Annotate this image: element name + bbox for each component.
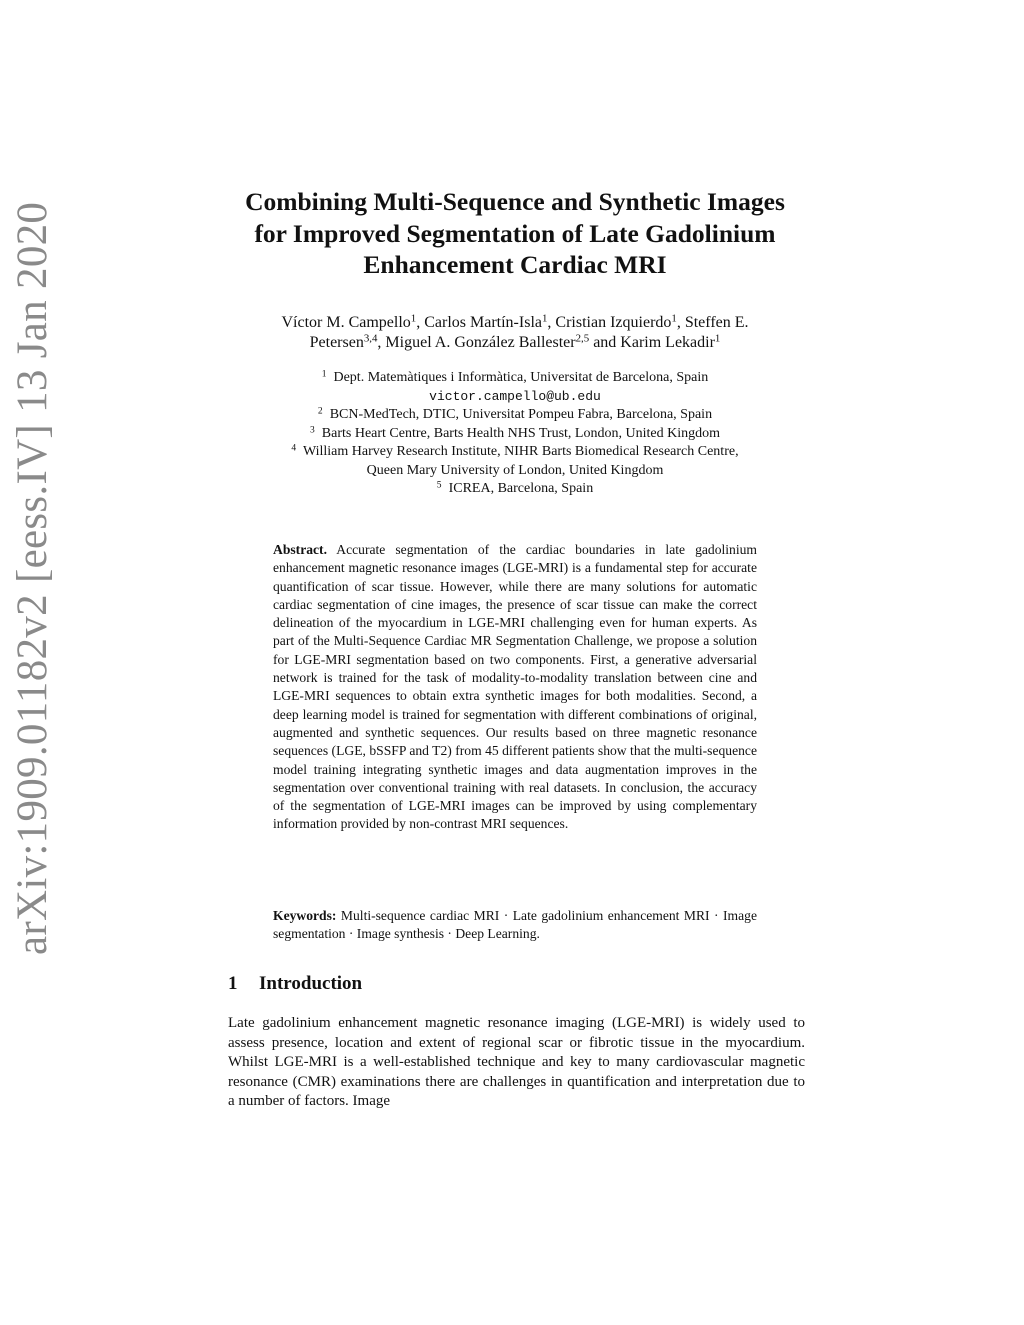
author-affiliation-mark: 1 (410, 312, 417, 325)
affiliation-number: 1 (321, 369, 327, 380)
affiliation-4-continued (200, 462, 830, 481)
author-affiliation-mark: 1 (671, 312, 677, 325)
author-name: Petersen (309, 334, 364, 351)
affiliation-1 (200, 369, 830, 388)
introduction-paragraph (228, 1014, 805, 1112)
affiliation-4 (200, 443, 830, 462)
affiliation-text: BCN-MedTech, DTIC, Universitat Pompeu Fabra, Barcelona, Spain (329, 407, 713, 422)
email-address[interactable]: victor.campello@ub.edu (429, 388, 601, 404)
abstract-text: Accurate segmentation of the cardiac boundaries in late gadolinium enhancement magnetic resonance images (LGE-MRI) is a fundamental step for accurate quantification of scar tissue. However, while there are many solutions for automatic cardiac segmentation of cine images, the presence of scar tissue can make the correct delineation of the myocardium in LGE-MRI challenging even for human experts. As part of the Multi-Sequence Cardiac MR Segmentation Challenge, we propose a solution for LGE-MRI segmentation based on two components. First, a generative adversarial network is trained for the task of modality-to-modality translation between cine and LGE-MRI sequences to obtain extra synthetic images for both modalities. Second, a deep learning model is trained for segmentation with different combinations of original, augmented and synthetic sequences. Our results based on three magnetic resonance sequences (LGE, bSSFP and T2) from 45 different patients show that the multi-sequence model training integrating synthetic images and data augmentation improves in the segmentation over conventional training with real datasets. In conclusion, the accuracy of the segmentation of LGE-MRI images can be improved by using complementary information provided by non-contrast MRI sequences. (273, 542, 757, 832)
affiliation-text: ICREA, Barcelona, Spain (448, 481, 594, 496)
author-affiliation-mark: 3,4 (363, 332, 378, 345)
corresponding-email[interactable] (200, 388, 830, 407)
author-line-2 (200, 333, 830, 353)
title-line-1: Combining Multi-Sequence and Synthetic Images (245, 187, 785, 216)
keywords (273, 907, 757, 944)
paper-title (200, 186, 830, 281)
affiliation-number: 5 (436, 480, 442, 491)
author-name: , Cristian Izquierdo (547, 314, 672, 331)
author-name: and Karim Lekadir (589, 334, 715, 351)
affiliation-2 (200, 406, 830, 425)
keywords-text: Multi-sequence cardiac MRI · Late gadolinium enhancement MRI · Image segmentation · Image synthesis · Deep Learning. (273, 908, 757, 942)
author-name: Víctor M. Campello (281, 314, 411, 331)
author-name: , Miguel A. González Ballester (377, 334, 576, 351)
section-title-text: Introduction (259, 973, 363, 994)
author-name: , Steffen E. (676, 314, 749, 331)
section-heading (228, 973, 362, 995)
affiliation-number: 4 (291, 443, 297, 454)
title-line-2: for Improved Segmentation of Late Gadolinium (254, 218, 776, 248)
affiliation-number: 2 (317, 406, 323, 417)
affiliation-number: 3 (310, 424, 315, 435)
affiliation-list (200, 369, 830, 499)
affiliation-5 (200, 480, 830, 499)
section-number: 1 (228, 973, 238, 994)
keywords-label: Keywords: (273, 908, 337, 923)
affiliation-3 (200, 425, 830, 444)
affiliation-text: Dept. Matemàtiques i Informàtica, Universitat de Barcelona, Spain (333, 370, 709, 385)
author-list (200, 313, 830, 353)
author-line-1 (200, 313, 830, 333)
author-affiliation-mark: 2,5 (575, 332, 590, 345)
affiliation-text: William Harvey Research Institute, NIHR Barts Biomedical Research Centre, (302, 444, 739, 459)
paragraph-text: Late gadolinium enhancement magnetic resonance imaging (LGE-MRI) is widely used to assess presence, location and extent of regional scar or fibrotic tissue in the myocardium. Whilst LGE-MRI is a well-established technique and key to many cardiovascular magnetic resonance (CMR) examinations there are challenges in quantification and interpretation due to a number of factors. Image (228, 1015, 805, 1109)
title-line-3: Enhancement Cardiac MRI (363, 250, 667, 279)
affiliation-text: Barts Heart Centre, Barts Health NHS Trust, London, United Kingdom (321, 425, 720, 441)
arxiv-identifier-stamp: arXiv:1909.01182v2 [eess.IV] 13 Jan 2020 (9, 201, 56, 955)
author-name: , Carlos Martín-Isla (416, 314, 542, 331)
abstract (273, 541, 757, 834)
affiliation-text: Queen Mary University of London, United Kingdom (366, 462, 664, 478)
author-affiliation-mark: 1 (541, 312, 548, 325)
author-affiliation-mark: 1 (714, 332, 721, 345)
abstract-label: Abstract. (273, 542, 327, 557)
